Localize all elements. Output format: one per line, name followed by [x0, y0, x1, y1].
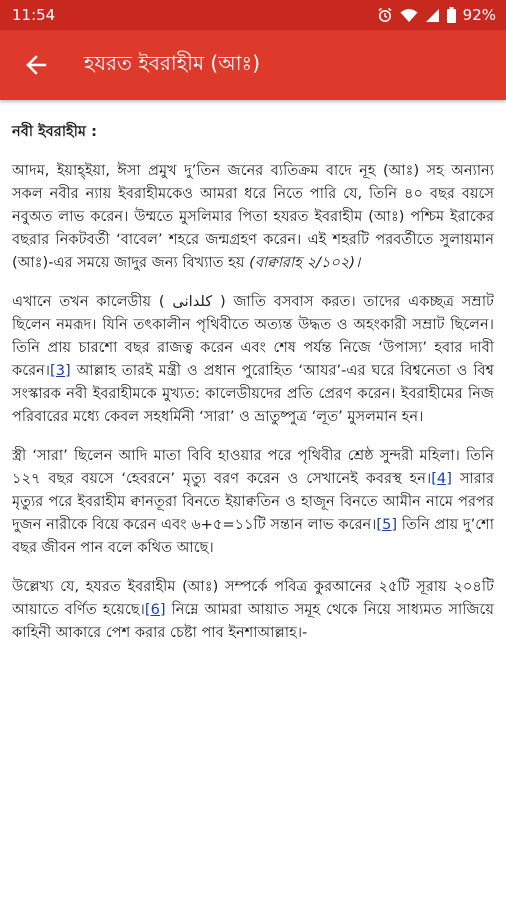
- citation: (বাক্বারাহ ২/১০২)।: [249, 254, 361, 271]
- back-button[interactable]: [18, 47, 54, 83]
- paragraph-2: [12, 290, 494, 428]
- status-time: 11:54: [12, 6, 56, 24]
- paragraph-3: [12, 444, 494, 559]
- paragraph-text: নিম্নে আমরা আয়াত সমূহ থেকে নিয়ে সাধ্যমত সাজিয়ে কাহিনী আকারে পেশ করার চেষ্টা পাব ইনশাআল্লাহ।-: [12, 601, 494, 641]
- paragraph-text: এখানে তখন কালেডীয় (: [12, 293, 165, 310]
- back-arrow-icon: [25, 54, 47, 76]
- paragraph-text: সারার মৃত্যুর পরে ইবরাহীম ক্বানতূরা বিনতে ইয়াক্বতিন ও হাজূন বিনতে আমীন নামে পরপর দুজন নারীকে বিয়ে করেন এবং ৬+৫=১১টি সন্তান লাভ করেন।: [12, 470, 494, 533]
- footnote-link-4[interactable]: [4]: [431, 470, 452, 487]
- app-bar: [0, 30, 506, 100]
- paragraph-text: ) জাতি বসবাস করত। তাদের একচ্ছত্র সম্রাট ছিলেন নমরূদ। যিনি তৎকালীন পৃথিবীতে অত্যন্ত উদ্ধত ও অহংকারী সম্রাট ছিলেন। তিনি প্রায় চারশো বছর রাজত্ব করেন এবং শেষ পর্যন্ত নিজে ‘উপাস্য’ হবার দাবী করেন।: [12, 293, 495, 379]
- arabic-term: كلدانى: [172, 293, 213, 310]
- wifi-icon: [400, 8, 418, 23]
- signal-icon: [425, 8, 440, 23]
- page-title: হযরত ইবরাহীম (আঃ): [84, 50, 261, 75]
- article-content: [0, 100, 506, 644]
- battery-icon: [447, 7, 456, 23]
- paragraph-text: আল্লাহ তারই মন্ত্রী ও প্রধান পুরোহিত ‘আযর’-এর ঘরে বিশ্বনেতা ও বিশ্ব সংস্কারক নবী ইবরাহীমকে মুখ্যত: কালেডীয়দের প্রতি প্রেরণ করেন। ইবরাহীমের নিজ পরিবারের মধ্যে কেবল সহধর্মিনী ‘সারা’ ও ভ্রাতুষ্পুত্র ‘লূত’ মুসলমান হন।: [12, 362, 494, 425]
- paragraph-1: [12, 159, 494, 274]
- paragraph-text: উল্লেখ্য যে, হযরত ইবরাহীম (আঃ) সম্পর্কে পবিত্র কুরআনের ২৫টি সূরায় ২০৪টি আয়াতে বর্ণিত হয়েছে।: [12, 578, 494, 618]
- status-icons: [377, 6, 496, 24]
- paragraph-text: তিনি প্রায় দু’শো বছর জীবন পান বলে কথিত আছে।: [12, 516, 494, 556]
- paragraph-text: স্ত্রী ‘সারা’ ছিলেন আদি মাতা বিবি হাওয়ার পরে পৃথিবীর শ্রেষ্ঠ সুন্দরী মহিলা। তিনি ১২৭ বছর বয়সে ‘হেবরনে’ মৃত্যু বরণ করেন ও সেখানেই কবরস্থ হন।: [12, 447, 494, 487]
- battery-percent: 92%: [462, 6, 496, 24]
- footnote-link-3[interactable]: [3]: [50, 362, 71, 379]
- paragraph-text: আদম, ইয়াহ্ইয়া, ঈসা প্রমুখ দু’তিন জনের ব্যতিক্রম বাদে নূহ (আঃ) সহ অন্যান্য সকল নবীর ন্যায় ইবরাহীমকেও আমরা ধরে নিতে পারি যে, তিনি ৪০ বছর বয়সে নবুঅত লাভ করেন। উম্মতে মুসলিমার পিতা হযরত ইবরাহীম (আঃ) পশ্চিম ইরাকের বছরার নিকটবর্তী ‘বাবেল’ শহরে জন্মগ্রহণ করেন। এই শহরটি পরবর্তীতে সুলায়মান (আঃ)-এর সময়ে জাদুর জন্য বিখ্যাত হয়: [12, 162, 494, 271]
- footnote-link-6[interactable]: [6]: [144, 601, 166, 618]
- alarm-icon: [377, 7, 393, 23]
- paragraph-4: [12, 575, 494, 644]
- status-bar: [0, 0, 506, 30]
- footnote-link-5[interactable]: [5]: [376, 516, 398, 533]
- section-heading: নবী ইবরাহীম :: [12, 123, 97, 140]
